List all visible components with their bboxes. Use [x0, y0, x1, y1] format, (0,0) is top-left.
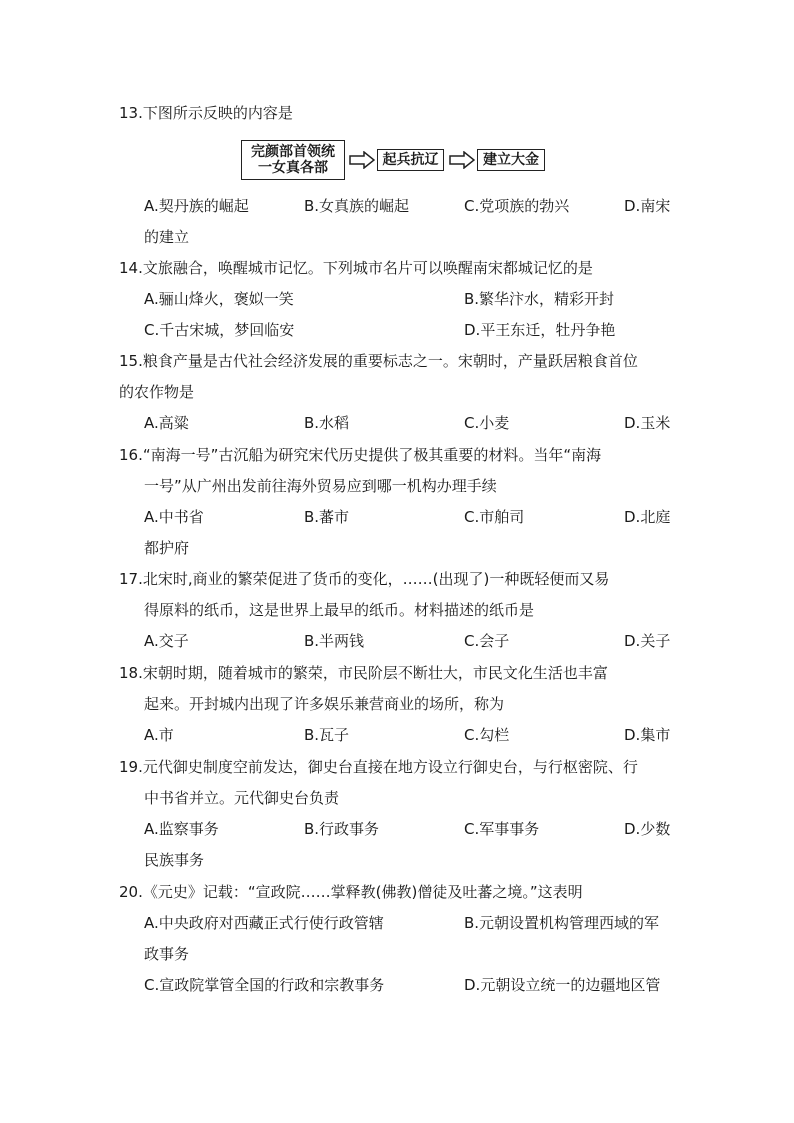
question-20-stem: 20.《元史》记载：“宣政院……掌释教(佛教)僧徒及吐蕃之境。”这表明 [119, 883, 583, 901]
question-20-option-c: C.宣政院掌管全国的行政和宗教事务 [144, 976, 385, 994]
question-16-option-a: A.中书省 [144, 508, 204, 526]
question-17-option-c: C.会子 [464, 632, 510, 650]
arrow-right-icon [449, 151, 475, 169]
question-20-option-b: B.元朝设置机构管理西域的军 [464, 914, 660, 932]
question-15-stem-line-2: 的农作物是 [119, 383, 195, 401]
diagram-box-1 [241, 140, 345, 180]
question-16-option-c: C.市舶司 [464, 508, 525, 526]
diagram-box-3: 建立大金 [477, 149, 545, 171]
question-13-option-a: A.契丹族的崛起 [144, 197, 249, 215]
question-14-stem: 14.文旅融合，唤醒城市记忆。下列城市名片可以唤醒南宋都城记忆的是 [119, 259, 593, 277]
question-16-option-b: B.蕃市 [304, 508, 350, 526]
question-17-stem-line-1: 17.北宋时,商业的繁荣促进了货币的变化，……(出现了)一种既轻便而又易 [119, 570, 610, 588]
arrow-right-icon [349, 151, 375, 169]
question-17-option-d: D.关子 [624, 632, 671, 650]
question-17-option-a: A.交子 [144, 632, 189, 650]
question-16-stem-line-2: 一号”从广州出发前往海外贸易应到哪一机构办理手续 [144, 477, 497, 495]
question-15-option-c: C.小麦 [464, 414, 510, 432]
question-18-option-c: C.勾栏 [464, 726, 510, 744]
question-18-option-b: B.瓦子 [304, 726, 350, 744]
question-18-option-a: A.市 [144, 726, 174, 744]
question-13-stem: 13.下图所示反映的内容是 [119, 104, 293, 122]
question-13-option-d-cont: 的建立 [144, 228, 190, 246]
question-16-option-d-cont: 都护府 [144, 539, 190, 557]
question-19-option-d-cont: 民族事务 [144, 851, 205, 869]
question-20-option-a: A.中央政府对西藏正式行使行政管辖 [144, 914, 384, 932]
question-14-option-b: B.繁华汴水，精彩开封 [464, 290, 615, 308]
question-18-stem-line-2: 起来。开封城内出现了许多娱乐兼营商业的场所，称为 [144, 695, 505, 713]
question-20-option-b-cont: 政事务 [144, 945, 190, 963]
question-20-option-d: D.元朝设立统一的边疆地区管 [464, 976, 661, 994]
question-15-stem-line-1: 15.粮食产量是古代社会经济发展的重要标志之一。宋朝时，产量跃居粮食首位 [119, 352, 638, 370]
question-18-stem-line-1: 18.宋朝时期，随着城市的繁荣，市民阶层不断壮大，市民文化生活也丰富 [119, 664, 608, 682]
question-15-option-d: D.玉米 [624, 414, 671, 432]
question-19-option-b: B.行政事务 [304, 820, 380, 838]
question-16-stem-line-1: 16.“南海一号”古沉船为研究宋代历史提供了极其重要的材料。当年“南海 [119, 446, 602, 464]
diagram-box-1-line-2: 一女真各部 [258, 160, 328, 176]
diagram-box-2: 起兵抗辽 [377, 149, 444, 171]
question-14-option-a: A.骊山烽火，褒姒一笑 [144, 290, 294, 308]
question-18-option-d: D.集市 [624, 726, 671, 744]
question-17-stem-line-2: 得原料的纸币，这是世界上最早的纸币。材料描述的纸币是 [144, 601, 535, 619]
question-14-option-d: D.平王东迁，牡丹争艳 [464, 321, 616, 339]
question-15-option-a: A.高粱 [144, 414, 189, 432]
question-17-option-b: B.半两钱 [304, 632, 365, 650]
question-19-option-c: C.军事事务 [464, 820, 540, 838]
question-14-option-c: C.千古宋城，梦回临安 [144, 321, 295, 339]
question-19-stem-line-2: 中书省并立。元代御史台负责 [144, 789, 340, 807]
question-13-option-c: C.党项族的勃兴 [464, 197, 570, 215]
question-13-option-b: B.女真族的崛起 [304, 197, 410, 215]
question-16-option-d: D.北庭 [624, 508, 671, 526]
question-15-option-b: B.水稻 [304, 414, 350, 432]
question-19-stem-line-1: 19.元代御史制度空前发达，御史台直接在地方设立行御史台，与行枢密院、行 [119, 758, 638, 776]
diagram-box-1-line-1: 完颜部首领统 [251, 144, 335, 160]
question-13-option-d: D.南宋 [624, 197, 671, 215]
question-19-option-a: A.监察事务 [144, 820, 219, 838]
question-19-option-d: D.少数 [624, 820, 671, 838]
